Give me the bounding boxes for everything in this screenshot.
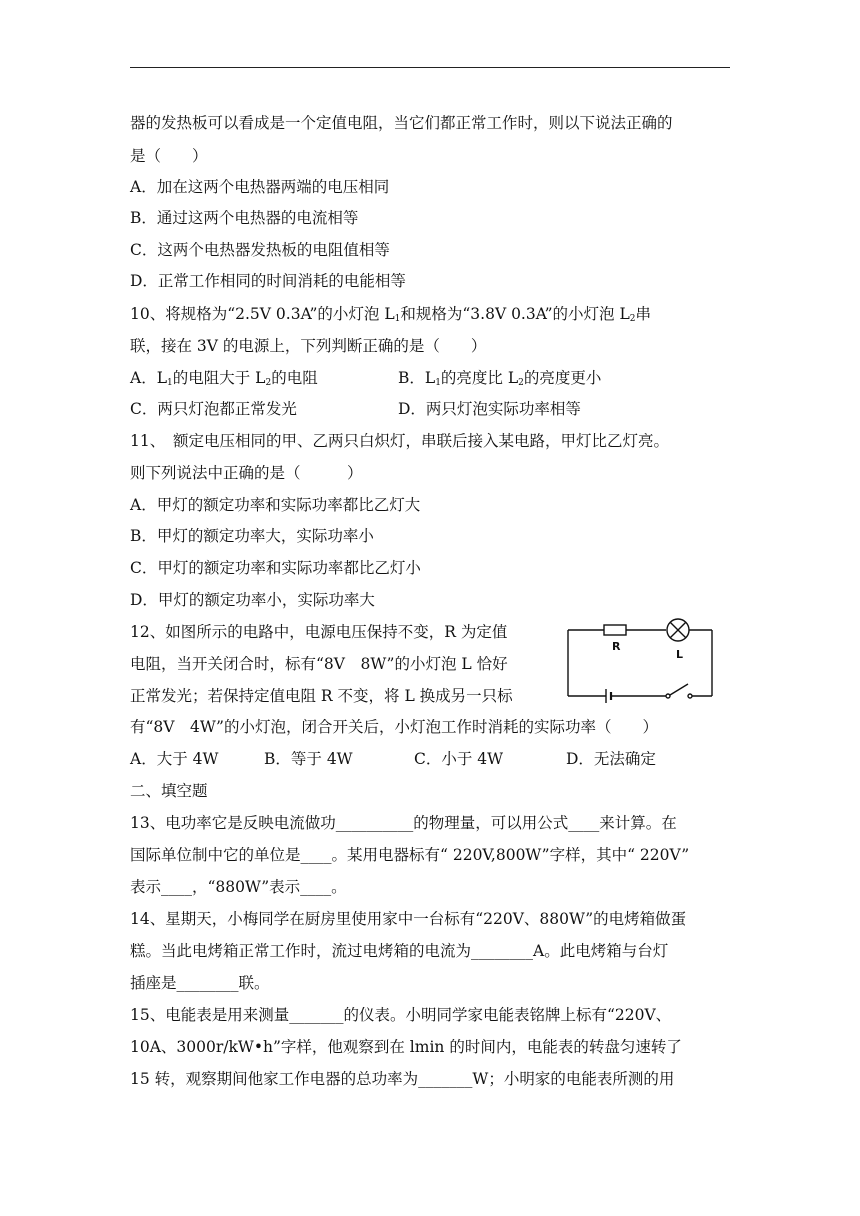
lamp-label: L <box>676 648 684 661</box>
header-rule <box>130 67 730 68</box>
q13-line3: 表示____，“880W”表示____。 <box>130 878 347 896</box>
q9-stem-line2: 是（ ） <box>130 147 208 165</box>
resistor-symbol <box>604 625 626 635</box>
q12-stem-line2: 电阻，当开关闭合时，标有“8V 8W”的小灯泡 L 恰好 <box>130 655 508 673</box>
q15-line1: 15、电能表是用来测量_______的仪表。小明同学家电能表铭牌上标有“220V、 <box>130 1006 672 1024</box>
q15-line2: 10A、3000r/kW•h”字样，他观察到在 lmin 的时间内，电能表的转盘匀速转了 <box>130 1038 682 1056</box>
q13-line2: 国际单位制中它的单位是____。某用电器标有“ 220V,800W”字样，其中“ 220V” <box>130 846 690 864</box>
q9-option-b: B．通过这两个电热器的电流相等 <box>130 209 359 227</box>
q12-option-c: C．小于 4W <box>414 750 504 768</box>
q12-stem-line4: 有“8V 4W”的小灯泡，闭合开关后，小灯泡工作时消耗的实际功率（ ） <box>130 718 658 736</box>
q10-option-b: B．$L_1$的亮度比 $L_2$的亮度更小 <box>398 369 602 388</box>
q10-option-d: D．两只灯泡实际功率相等 <box>398 400 581 418</box>
q12-stem-line3: 正常发光；若保持定值电阻 R 不变，将 L 换成另一只标 <box>130 687 513 705</box>
q14-line3: 插座是________联。 <box>130 974 270 992</box>
q9-option-a: A．加在这两个电热器两端的电压相同 <box>130 178 390 196</box>
q12-option-d: D．无法确定 <box>566 750 656 768</box>
section-heading-fill-in: 二、填空题 <box>130 782 208 800</box>
resistor-label: R <box>612 640 621 653</box>
q15-line3: 15 转，观察期间他家工作电器的总功率为_______W；小明家的电能表所测的用 <box>130 1070 675 1088</box>
q11-stem-line2: 则下列说法中正确的是（ ） <box>130 464 363 482</box>
q10-option-a: A．$L_1$的电阻大于 $L_2$的电阻 <box>130 369 318 388</box>
q11-option-c: C．甲灯的额定功率和实际功率都比乙灯小 <box>130 559 421 577</box>
q13-line1: 13、电功率它是反映电流做功__________的物理量，可以用公式____来计算。在 <box>130 814 677 832</box>
q11-option-a: A．甲灯的额定功率和实际功率都比乙灯大 <box>130 496 421 514</box>
q9-option-c: C．这两个电热器发热板的电阻值相等 <box>130 241 390 259</box>
q12-stem-line1: 12、如图所示的电路中，电源电压保持不变，R 为定值 <box>130 623 508 641</box>
q9-option-d: D．正常工作相同的时间消耗的电能相等 <box>130 272 406 290</box>
q11-option-b: B．甲灯的额定功率大，实际功率小 <box>130 527 374 545</box>
q10-option-c: C．两只灯泡都正常发光 <box>130 400 297 418</box>
switch-symbol <box>666 694 670 698</box>
q12-option-b: B．等于 4W <box>264 750 353 768</box>
q10-stem-line2: 联，接在 3V 的电源上，下列判断正确的是（ ） <box>130 337 487 355</box>
q10-stem-line1: 10、将规格为“2.5V 0.3A”的小灯泡 $L_1$和规格为“3.8V 0.3A”的小灯泡 $L_2$串 <box>130 305 652 324</box>
q12-option-a: A．大于 4W <box>130 750 219 768</box>
q14-line2: 糕。当此电烤箱正常工作时，流过电烤箱的电流为________A。此电烤箱与台灯 <box>130 942 669 960</box>
q9-stem-line1: 器的发热板可以看成是一个定值电阻，当它们都正常工作时，则以下说法正确的 <box>130 114 673 132</box>
q11-option-d: D．甲灯的额定功率小，实际功率大 <box>130 591 375 609</box>
circuit-diagram <box>562 618 722 708</box>
q14-line1: 14、星期天，小梅同学在厨房里使用家中一台标有“220V、880W”的电烤箱做蛋 <box>130 910 687 928</box>
q11-stem-line1: 11、 额定电压相同的甲、乙两只白炽灯，串联后接入某电路，甲灯比乙灯亮。 <box>130 432 669 450</box>
